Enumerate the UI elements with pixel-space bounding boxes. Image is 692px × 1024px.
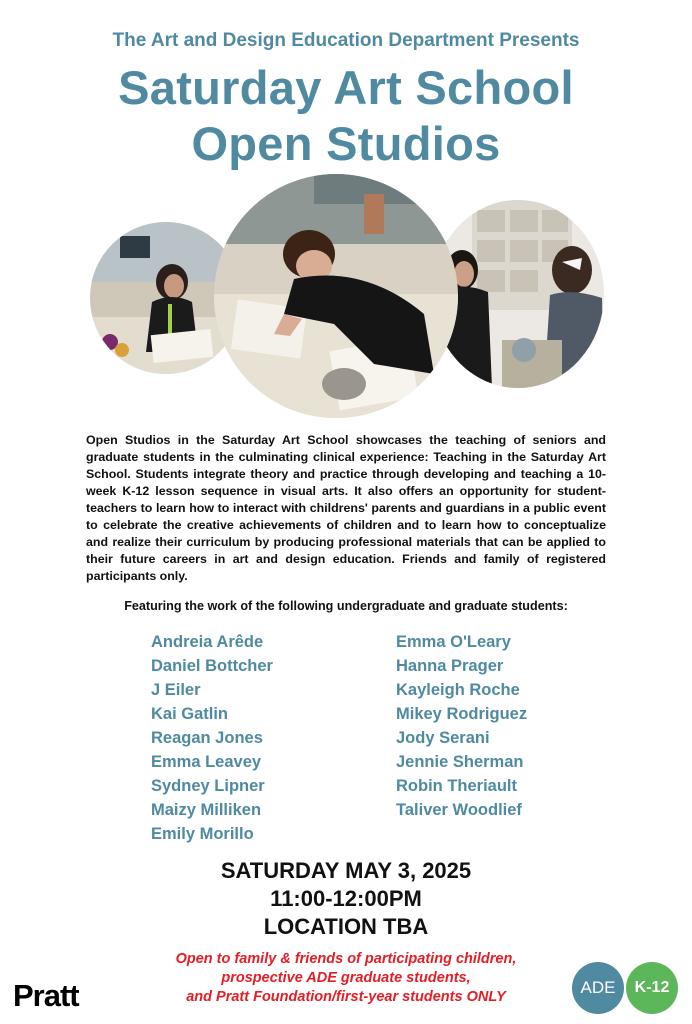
k12-badge: K-12: [626, 962, 678, 1014]
event-date: SATURDAY MAY 3, 2025: [220, 858, 472, 883]
notice-line-2: prospective ADE graduate students,: [221, 970, 471, 986]
student-name: Maizy Milliken: [151, 801, 262, 819]
student-name: Robin Theriault: [396, 777, 517, 795]
notice-line-3: and Pratt Foundation/first-year students ONLY: [186, 989, 506, 1005]
student-name: Hanna Prager: [396, 657, 504, 675]
student-name: Kayleigh Roche: [396, 681, 520, 699]
student-list-column-2: [396, 630, 527, 822]
program-description: Open Studios in the Saturday Art School showcases the teaching of seniors and graduate students in the culminating clinical experience: Teaching in the Saturday Art School. Students integrate theory and practice through developing and teaching a 10-week K-12 lesson sequence in visual arts. It also offers an opportunity for student-teachers to learn how to interact with childrens' parents and guardians in a public event to celebrate the creative achievements of children and to learn how to conceptualize and realize their curriculum by producing professional materials that can be applied to their future careers in art and design education. Friends and family of registered participants only.: [86, 433, 606, 583]
page-title: [0, 60, 692, 172]
student-name: Andreia Arêde: [151, 633, 264, 651]
presenter-heading: The Art and Design Education Department Presents: [112, 30, 580, 51]
title-line-1: Saturday Art School: [118, 61, 574, 114]
student-name: J Eiler: [151, 681, 201, 699]
student-name: Jennie Sherman: [396, 753, 524, 771]
student-name: Emma Leavey: [151, 753, 262, 771]
notice-line-1: Open to family & friends of participating children,: [175, 951, 517, 967]
event-location: LOCATION TBA: [263, 914, 429, 939]
featuring-heading: Featuring the work of the following undergraduate and graduate students:: [124, 599, 568, 613]
student-name: Mikey Rodriguez: [396, 705, 528, 723]
student-name: Jody Serani: [396, 729, 490, 747]
student-name: Kai Gatlin: [151, 705, 229, 723]
student-name: Taliver Woodlief: [396, 801, 522, 819]
student-name: Emily Morillo: [151, 825, 254, 843]
event-time: 11:00-12:00PM: [270, 886, 422, 911]
student-name: Daniel Bottcher: [151, 657, 273, 675]
title-line-2: Open Studios: [191, 117, 501, 170]
photo-student-sketching: [214, 174, 458, 418]
student-name: Reagan Jones: [151, 729, 263, 747]
pratt-logo: Pratt: [13, 978, 79, 1013]
student-name: Sydney Lipner: [151, 777, 265, 795]
ade-badge: ADE: [572, 962, 624, 1014]
student-name: Emma O'Leary: [396, 633, 511, 651]
student-list-column-1: [151, 630, 273, 846]
